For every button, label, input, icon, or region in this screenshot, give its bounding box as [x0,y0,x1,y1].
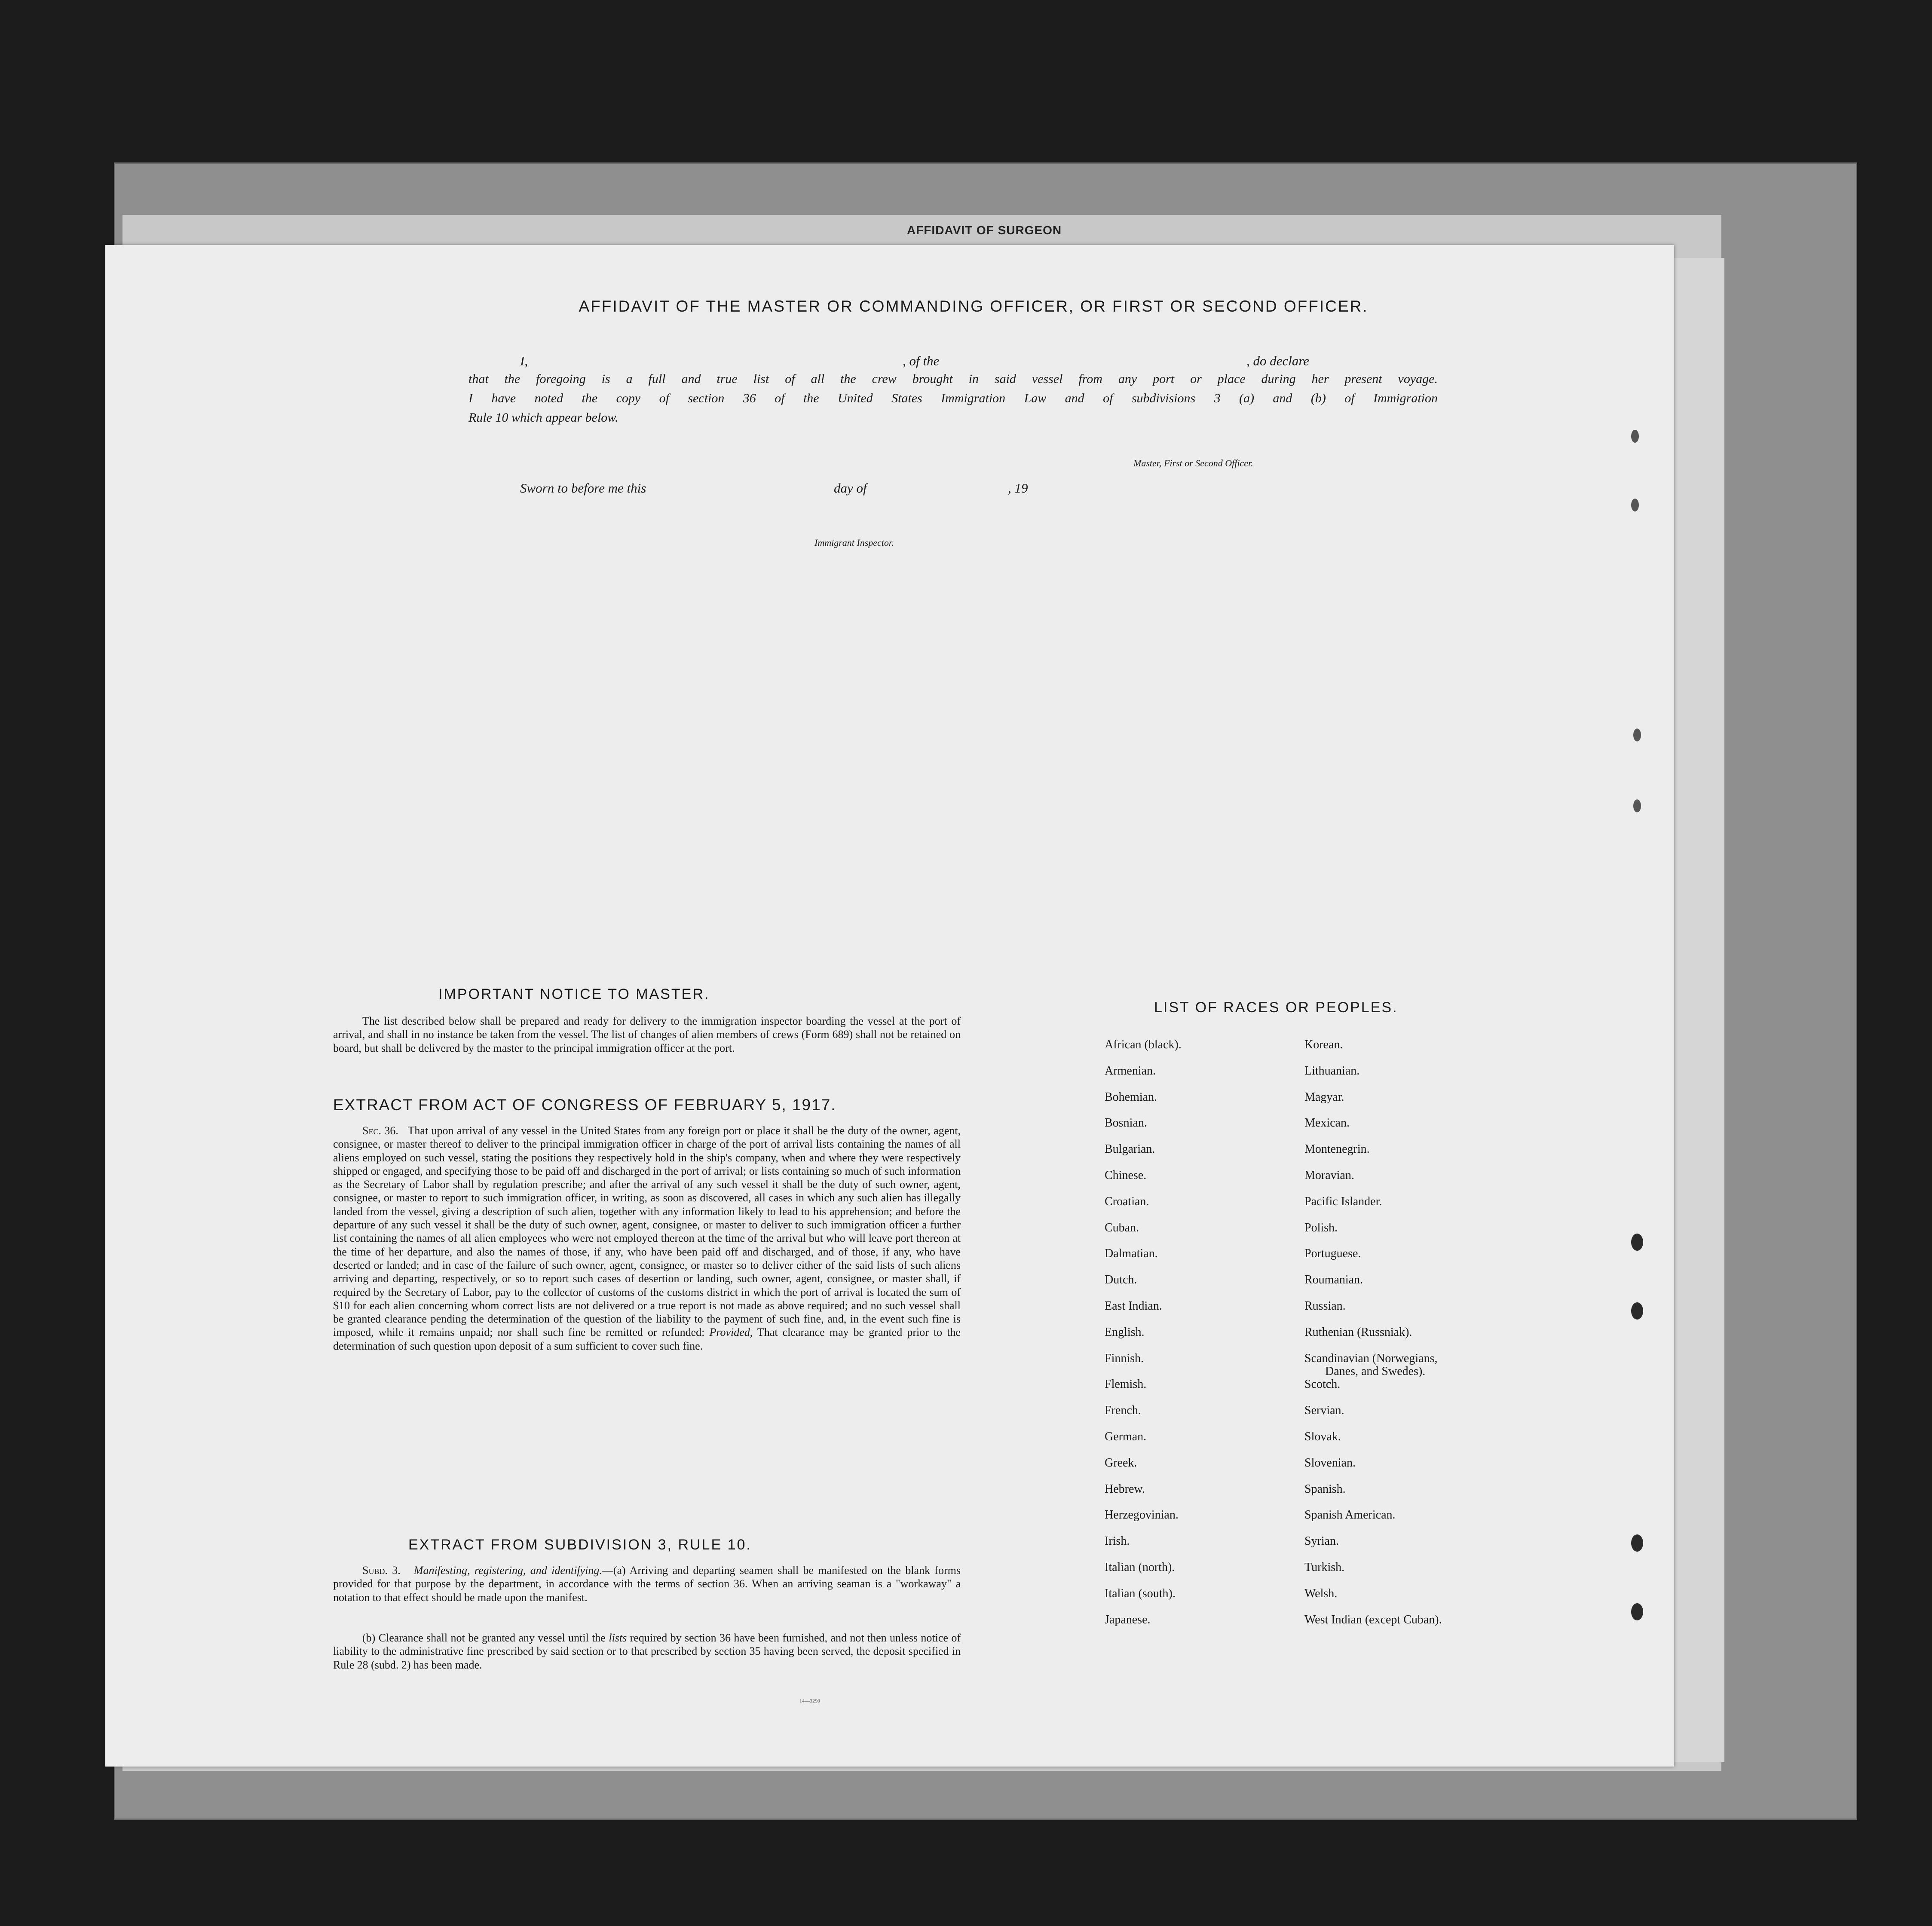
race-item: Chinese. [1105,1169,1147,1182]
races-title: LIST OF RACES OR PEOPLES. [1154,999,1398,1016]
para-b-text-2: required by section 36 have been furnished, and not then unless notice of liability to the administrative fine prescribed by said section or to that prescribed by section 35 having been served, the deposit specified in Rule 28 (subd. 2) has been made. [333,1632,961,1671]
race-item: Hebrew. [1105,1482,1145,1496]
race-item: Roumanian. [1304,1273,1363,1287]
race-item: Dalmatian. [1105,1247,1158,1261]
section-label: Sec. 36. [362,1124,398,1137]
race-item: Syrian. [1304,1534,1339,1548]
race-item: English. [1105,1325,1145,1339]
extract-act-title: EXTRACT FROM ACT OF CONGRESS OF FEBRUARY 5, 1917. [333,1096,836,1114]
race-item: Italian (south). [1105,1586,1176,1600]
race-item: Japanese. [1105,1613,1151,1626]
day-of-text: day of [834,481,867,496]
race-item: East Indian. [1105,1299,1162,1313]
extract-act-text [333,1124,961,1353]
race-item: Scotch. [1304,1378,1341,1391]
punch-hole [1631,430,1639,443]
race-item: Lithuanian. [1304,1064,1360,1078]
race-item: Bosnian. [1105,1116,1147,1130]
declaration-of-the: , of the [903,353,940,368]
declaration-line-4: Rule 10 which appear below. [468,410,618,425]
sworn-text: Sworn to before me this [520,481,646,496]
race-item: German. [1105,1430,1147,1443]
race-item: Welsh. [1304,1586,1338,1600]
race-item: Armenian. [1105,1064,1156,1078]
declaration-line-2: that the foregoing is a full and true list of all the crew brought in said vessel from any port or place during her present voyage. [468,372,1438,386]
race-item: Polish. [1304,1221,1338,1234]
race-item: Pacific Islander. [1304,1194,1382,1208]
extract-rule-para-b [333,1631,961,1672]
race-item: Italian (north). [1105,1561,1175,1574]
race-item: Slovenian. [1304,1456,1356,1470]
section-36-text: That upon arrival of any vessel in the United States from any foreign port or place it shall be the duty of the owner, agent, consignee, or master thereof to deliver to the principal immigration officer in charge of the port of arrival lists containing the names of all aliens employed on such vessel, stating the positions they respectively hold in the ship's company, when and where they were respectively shipped or engaged, and specifying those to be paid off and discharged in the port of arrival; or lists containing so much of such information as the Secretary of Labor shall by regulation prescribe; and after the arrival of any such vessel it shall be the duty of such owner, agent, consignee, or master to report to such immigration officer, in writing, as soon as discovered, all cases in which any such alien has illegally landed from the vessel, giving a description of such alien, together with any information likely to lead to his apprehension; and before the departure of any such vessel it shall be the duty of such owner, agent, consignee, or master to deliver to such immigration officer a further list containing the names of all alien employees who were not employed thereon at the time of the arrival but who will leave port thereon at the time of her departure, and also the names of those, if any, who have been paid off and discharged, and of those, if any, who have deserted or landed; and in case of the failure of such owner, agent, consignee, or master so to deliver either of the said lists of such aliens arriving and departing, respectively, or so to report such cases of desertion or landing, such owner, agent, consignee, or master shall, if required by the Secretary of Labor, pay to the collector of customs of the customs district in which the port of arrival is located the sum of $10 for each alien concerning whom correct lists are not delivered or a true report is not made as above required; and no such vessel shall be granted clearance pending the determination of the question of the liability to the payment of such fine, and, in the event such fine is imposed, while it remains unpaid; nor shall such fine be remitted or refunded: [333,1124,961,1339]
notice-text: The list described below shall be prepared and ready for delivery to the immigration inspector boarding the vessel at the port of arrival, and shall in no instance be taken from the vessel. The list of changes of alien members of crews (Form 689) shall not be retained on board, but shall be delivered by the master to the principal immigration officer at the port. [333,1015,961,1054]
race-item: Spanish. [1304,1482,1346,1496]
race-item: French. [1105,1404,1141,1418]
race-item: Irish. [1105,1534,1130,1548]
race-item: West Indian (except Cuban). [1304,1613,1442,1626]
surgeon-affidavit-heading: AFFIDAVIT OF SURGEON [907,224,1062,237]
race-item: Dutch. [1105,1273,1137,1287]
race-item: Magyar. [1304,1090,1344,1104]
form-page [105,245,1674,1767]
punch-hole [1633,799,1641,812]
form-code: 14—3290 [799,1698,820,1704]
punch-hole [1631,1302,1643,1320]
race-item: Portuguese. [1304,1247,1361,1261]
extract-rule-para-a [333,1564,961,1604]
inspector-signature-label: Immigrant Inspector. [814,537,894,548]
punch-hole [1631,499,1639,511]
race-item: Cuban. [1105,1221,1139,1234]
race-item: Servian. [1304,1404,1344,1418]
race-item: Spanish American. [1304,1508,1396,1522]
race-item: Greek. [1105,1456,1137,1470]
subd-para-a: —(a) Arriving and departing seamen shall be manifested on the blank forms provided for that purpose by the department, in accordance with the terms of section 36. When an arriving seaman is a "workaway" a notation to that effect should be made upon the manifest. [333,1564,961,1604]
race-item: Mexican. [1304,1116,1350,1130]
para-b-lists: lists [609,1632,627,1644]
punch-hole [1633,729,1641,741]
para-b-text-1: Clearance shall not be granted any vessel until the [378,1632,606,1644]
race-item: Korean. [1304,1038,1343,1051]
race-item: Bulgarian. [1105,1142,1155,1156]
race-item: Montenegrin. [1304,1142,1370,1156]
punch-hole [1631,1234,1643,1251]
race-item-continuation: Danes, and Swedes). [1325,1364,1426,1378]
race-item: Bohemian. [1105,1090,1157,1104]
race-item: African (black). [1105,1038,1182,1051]
para-b-label: (b) [362,1632,376,1644]
declaration-i: I, [520,353,528,368]
section-36-text-end: That clearance may be granted prior to the determination of such question upon deposit of a sum sufficient to cover such fine. [333,1326,961,1352]
notice-title: IMPORTANT NOTICE TO MASTER. [438,986,710,1002]
provided-label: Provided, [709,1326,753,1339]
declaration-line-3: I have noted the copy of section 36 of the United States Immigration Law and of subdivisions 3 (a) and (b) of Immigration [468,391,1438,405]
race-item: Turkish. [1304,1561,1345,1574]
race-item: Moravian. [1304,1169,1354,1182]
race-item: Russian. [1304,1299,1346,1313]
declaration-do-declare: , do declare [1246,353,1310,368]
punch-hole [1631,1534,1643,1552]
race-item: Slovak. [1304,1430,1341,1443]
race-item: Finnish. [1105,1351,1144,1365]
year-text: , 19 [1008,481,1028,496]
punch-hole [1631,1603,1643,1620]
subd-heading: Manifesting, registering, and identifying. [413,1564,602,1577]
race-item: Croatian. [1105,1194,1149,1208]
affidavit-title: AFFIDAVIT OF THE MASTER OR COMMANDING OFFICER, OR FIRST OR SECOND OFFICER. [579,297,1369,315]
master-signature-label: Master, First or Second Officer. [1133,458,1253,468]
extract-rule-title: EXTRACT FROM SUBDIVISION 3, RULE 10. [408,1537,752,1553]
race-item: Herzegovinian. [1105,1508,1179,1522]
subd-label: Subd. 3. [362,1564,401,1577]
race-item: Flemish. [1105,1378,1147,1391]
race-item: Ruthenian (Russniak). [1304,1325,1412,1339]
race-item: Scandinavian (Norwegians, [1304,1351,1438,1365]
